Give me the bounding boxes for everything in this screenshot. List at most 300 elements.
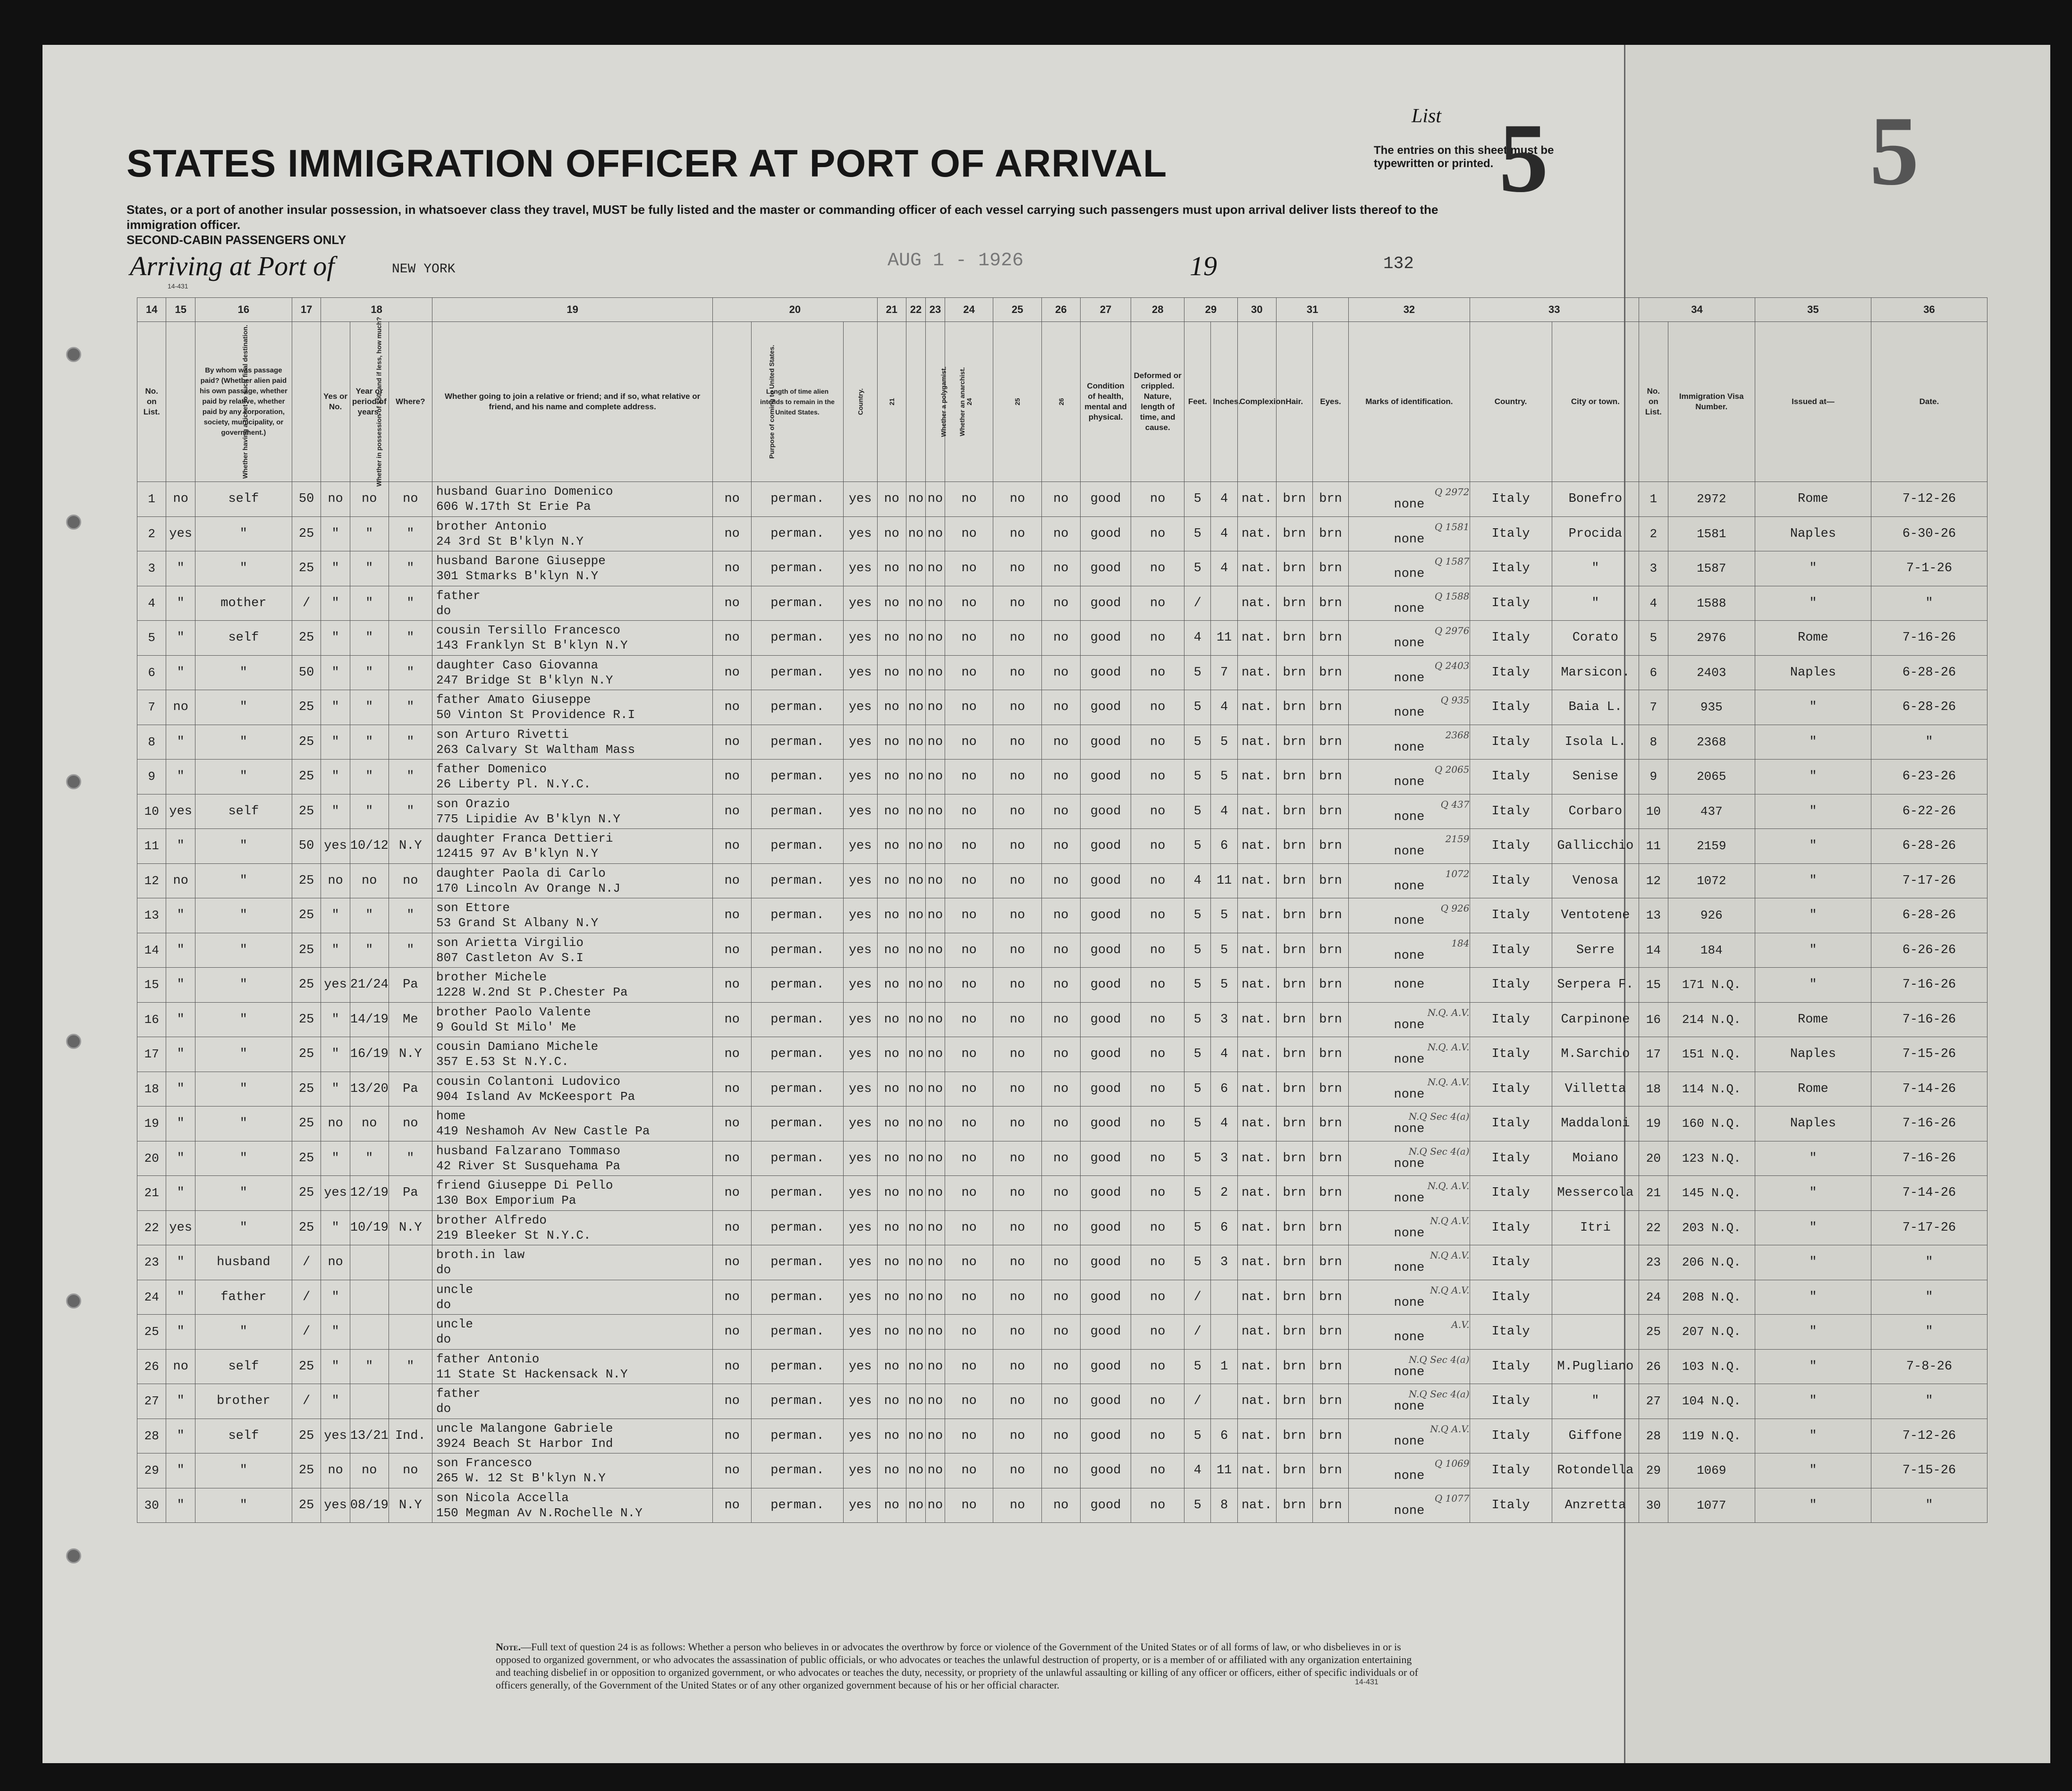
cell-paid: self	[195, 1419, 292, 1453]
cell-visa: 103 N.Q.	[1668, 1349, 1755, 1384]
cell-complexion: nat.	[1237, 1176, 1276, 1211]
cell-before-year: 12/19	[350, 1176, 389, 1211]
cell-before-where: Me	[389, 1002, 432, 1037]
cell-city: Anzretta	[1552, 1488, 1639, 1523]
quota-note: 2159	[1445, 833, 1470, 845]
cell-return: no	[713, 1141, 752, 1176]
cell-paid: "	[195, 1453, 292, 1488]
cell-citizen: yes	[843, 1245, 877, 1280]
cell-complexion: nat.	[1237, 1037, 1276, 1072]
cell-hair: brn	[1276, 1210, 1312, 1245]
cell-deported: no	[1041, 1210, 1080, 1245]
quota-note: Q 437	[1440, 798, 1470, 810]
relative-name: uncle Malangone Gabriele	[436, 1421, 613, 1436]
cell-deported: no	[1041, 690, 1080, 725]
cell-marks	[1349, 1037, 1470, 1072]
cell-no: 17	[137, 1037, 166, 1072]
col-num: 14	[137, 298, 166, 322]
cell-hair: brn	[1276, 1107, 1312, 1141]
cell-visa: 214 N.Q.	[1668, 1002, 1755, 1037]
relative-name: husband Guarino Domenico	[436, 484, 613, 499]
cell-visa: 151 N.Q.	[1668, 1037, 1755, 1072]
cell-labor: no	[993, 898, 1041, 933]
quota-note: N.Q A.V.	[1430, 1215, 1470, 1226]
cell-feet: 5	[1184, 482, 1211, 517]
cell-money: 25	[292, 1002, 321, 1037]
cell-visa: 2159	[1668, 829, 1755, 864]
cell-citizen: yes	[843, 1349, 877, 1384]
cell-prison: no	[877, 1210, 906, 1245]
relative-address: 775 Lipidie Av B'klyn N.Y	[436, 811, 621, 826]
relative-name: son Francesco	[436, 1456, 532, 1470]
cell-marks	[1349, 933, 1470, 968]
col-num: 19	[432, 298, 712, 322]
cell-ticket: "	[166, 1141, 195, 1176]
cell-polygamist: no	[906, 1280, 926, 1315]
cell-eyes: brn	[1312, 1453, 1349, 1488]
cell-feet: 5	[1184, 933, 1211, 968]
cell-no-2: 8	[1639, 725, 1668, 760]
cell-hair: brn	[1276, 933, 1312, 968]
cell-paid: "	[195, 1037, 292, 1072]
cell-deported: no	[1041, 1315, 1080, 1350]
cell-deported: no	[1041, 863, 1080, 898]
cell-return: no	[713, 1107, 752, 1141]
cell-no: 23	[137, 1245, 166, 1280]
cell-polygamist: no	[906, 1488, 926, 1523]
cell-feet: 5	[1184, 1488, 1211, 1523]
header-polygamist-text: Whether a polygamist.	[939, 366, 947, 437]
cell-visa: 926	[1668, 898, 1755, 933]
cell-polygamist: no	[906, 1037, 926, 1072]
cell-citizen: yes	[843, 1315, 877, 1350]
cell-deformed: no	[1131, 829, 1184, 864]
cell-deported: no	[1041, 1107, 1080, 1141]
cell-prison: no	[877, 760, 906, 794]
cell-no: 29	[137, 1453, 166, 1488]
table-row	[137, 1107, 1987, 1141]
cell-date: 6-22-26	[1871, 794, 1987, 829]
cell-paid: "	[195, 725, 292, 760]
cell-polygamist: no	[906, 1107, 926, 1141]
cell-city: M.Pugliano	[1552, 1349, 1639, 1384]
table-row	[137, 725, 1987, 760]
cell-issued: Naples	[1755, 516, 1871, 551]
cell-inches: 11	[1211, 863, 1237, 898]
marks-value: none	[1394, 1504, 1425, 1518]
relative-name: brother Michele	[436, 970, 547, 985]
cell-date: 7-15-26	[1871, 1037, 1987, 1072]
cell-anarchist: no	[925, 1453, 945, 1488]
cell-overthrow: no	[945, 1453, 993, 1488]
cell-city: Isola L.	[1552, 725, 1639, 760]
cell-inches: 5	[1211, 933, 1237, 968]
cell-relative	[432, 1349, 712, 1384]
cell-stay: perman.	[752, 1037, 844, 1072]
relative-name: daughter Paola di Carlo	[436, 866, 606, 880]
cell-eyes: brn	[1312, 760, 1349, 794]
cell-overthrow: no	[945, 898, 993, 933]
cell-prison: no	[877, 898, 906, 933]
cell-prison: no	[877, 1107, 906, 1141]
cell-labor: no	[993, 1488, 1041, 1523]
cell-country: Italy	[1470, 1210, 1552, 1245]
marks-value: none	[1394, 879, 1425, 894]
cell-ticket: "	[166, 1107, 195, 1141]
cell-deformed: no	[1131, 1315, 1184, 1350]
cell-paid: self	[195, 621, 292, 656]
cell-marks	[1349, 794, 1470, 829]
cell-marks	[1349, 829, 1470, 864]
cell-stay: perman.	[752, 1280, 844, 1315]
col-num: 27	[1080, 298, 1131, 322]
footnote	[496, 1640, 1421, 1691]
cell-money: 25	[292, 1107, 321, 1141]
cell-paid: "	[195, 760, 292, 794]
cell-date: 6-28-26	[1871, 655, 1987, 690]
cell-anarchist: no	[925, 586, 945, 621]
cell-ticket: "	[166, 1037, 195, 1072]
cell-deported: no	[1041, 1002, 1080, 1037]
cell-country: Italy	[1470, 725, 1552, 760]
cell-deformed: no	[1131, 1002, 1184, 1037]
quota-note: N.Q Sec 4(a)	[1408, 1111, 1470, 1123]
cell-ticket: "	[166, 1280, 195, 1315]
cell-issued: "	[1755, 1210, 1871, 1245]
cell-issued: "	[1755, 690, 1871, 725]
cell-before-where: Ind.	[389, 1419, 432, 1453]
cell-eyes: brn	[1312, 1107, 1349, 1141]
cell-complexion: nat.	[1237, 1002, 1276, 1037]
cell-no: 24	[137, 1280, 166, 1315]
cell-paid: "	[195, 933, 292, 968]
cell-ticket: "	[166, 1488, 195, 1523]
cell-paid: self	[195, 794, 292, 829]
cell-overthrow: no	[945, 1072, 993, 1107]
cell-paid: "	[195, 1141, 292, 1176]
cell-anarchist: no	[925, 1315, 945, 1350]
cell-ticket: "	[166, 933, 195, 968]
cell-ticket: "	[166, 1072, 195, 1107]
cell-labor: no	[993, 1037, 1041, 1072]
cell-citizen: yes	[843, 898, 877, 933]
cell-inches: 3	[1211, 1141, 1237, 1176]
cell-citizen: yes	[843, 1037, 877, 1072]
cell-citizen: yes	[843, 1488, 877, 1523]
cell-marks	[1349, 516, 1470, 551]
cell-no-2: 13	[1639, 898, 1668, 933]
cell-labor: no	[993, 968, 1041, 1003]
cell-no-2: 19	[1639, 1107, 1668, 1141]
cell-visa: 207 N.Q.	[1668, 1315, 1755, 1350]
cell-polygamist: no	[906, 586, 926, 621]
relative-address: 265 W. 12 St B'klyn N.Y	[436, 1471, 606, 1486]
relative-address: 24 3rd St B'klyn N.Y	[436, 534, 584, 549]
cell-stay: perman.	[752, 863, 844, 898]
table-row	[137, 1037, 1987, 1072]
cell-hair: brn	[1276, 1245, 1312, 1280]
cell-overthrow: no	[945, 1419, 993, 1453]
cell-ticket: yes	[166, 794, 195, 829]
cell-issued: "	[1755, 829, 1871, 864]
cell-citizen: yes	[843, 829, 877, 864]
cell-complexion: nat.	[1237, 1245, 1276, 1280]
cell-health: good	[1080, 760, 1131, 794]
cell-overthrow: no	[945, 1176, 993, 1211]
cell-country: Italy	[1470, 1072, 1552, 1107]
cell-complexion: nat.	[1237, 690, 1276, 725]
cell-before-where: "	[389, 621, 432, 656]
cell-date: 7-14-26	[1871, 1072, 1987, 1107]
cell-citizen: yes	[843, 1384, 877, 1419]
cell-hair: brn	[1276, 1002, 1312, 1037]
cell-before-year: no	[350, 482, 389, 517]
cell-inches: 3	[1211, 1245, 1237, 1280]
header-before-year: Year or period of years.	[350, 322, 389, 482]
cell-eyes: brn	[1312, 1419, 1349, 1453]
cell-health: good	[1080, 1315, 1131, 1350]
col-num: 28	[1131, 298, 1184, 322]
col-num: 22	[906, 298, 926, 322]
cell-date: 7-8-26	[1871, 1349, 1987, 1384]
header-labor	[993, 322, 1041, 482]
port-value: NEW YORK	[392, 262, 456, 277]
cell-feet: 5	[1184, 1176, 1211, 1211]
cell-stay: perman.	[752, 1245, 844, 1280]
cell-no-2: 20	[1639, 1141, 1668, 1176]
cell-feet: 5	[1184, 655, 1211, 690]
cell-before-year: no	[350, 1107, 389, 1141]
relative-name: cousin Damiano Michele	[436, 1039, 599, 1054]
cell-stay: perman.	[752, 933, 844, 968]
cell-hair: brn	[1276, 863, 1312, 898]
relative-name: husband Barone Giuseppe	[436, 554, 606, 568]
cell-prison: no	[877, 1419, 906, 1453]
cell-return: no	[713, 898, 752, 933]
cell-feet: 5	[1184, 690, 1211, 725]
relative-address: 130 Box Emporium Pa	[436, 1193, 576, 1208]
footer-form-code: 14-431	[1355, 1678, 1379, 1686]
cell-before-year	[350, 1384, 389, 1419]
cell-before-year: "	[350, 933, 389, 968]
relative-name: son Ettore	[436, 901, 510, 915]
cell-eyes: brn	[1312, 1002, 1349, 1037]
cell-marks	[1349, 898, 1470, 933]
cell-polygamist: no	[906, 1072, 926, 1107]
cell-overthrow: no	[945, 1349, 993, 1384]
cell-date: 7-14-26	[1871, 1176, 1987, 1211]
cell-anarchist: no	[925, 482, 945, 517]
cell-no-2: 2	[1639, 516, 1668, 551]
table-row	[137, 1002, 1987, 1037]
relative-name: daughter Caso Giovanna	[436, 658, 599, 672]
table-row	[137, 621, 1987, 656]
marks-value: none	[1394, 601, 1425, 616]
cell-money: 25	[292, 725, 321, 760]
cell-prison: no	[877, 968, 906, 1003]
header-visa-number: Immigration Visa Number.	[1668, 322, 1755, 482]
cell-return: no	[713, 1002, 752, 1037]
cell-no: 19	[137, 1107, 166, 1141]
cell-before-year	[350, 1315, 389, 1350]
relative-name: father	[436, 1386, 481, 1401]
cell-deformed: no	[1131, 516, 1184, 551]
binder-hole	[66, 1548, 81, 1563]
cell-eyes: brn	[1312, 794, 1349, 829]
cell-complexion: nat.	[1237, 1210, 1276, 1245]
relative-address: 1228 W.2nd St P.Chester Pa	[436, 985, 628, 1000]
relative-address: 807 Castleton Av S.I	[436, 950, 584, 965]
relative-name: friend Giuseppe Di Pello	[436, 1178, 613, 1193]
cell-relative	[432, 863, 712, 898]
cell-health: good	[1080, 1280, 1131, 1315]
cell-hair: brn	[1276, 760, 1312, 794]
cell-prison: no	[877, 863, 906, 898]
cell-deformed: no	[1131, 1141, 1184, 1176]
marks-value: none	[1394, 1330, 1425, 1345]
cell-relative	[432, 933, 712, 968]
cell-return: no	[713, 829, 752, 864]
header-marks: Marks of identification.	[1349, 322, 1470, 482]
cell-country: Italy	[1470, 655, 1552, 690]
cell-issued: "	[1755, 1453, 1871, 1488]
header-passenger-class: SECOND-CABIN PASSENGERS ONLY	[127, 233, 347, 247]
cell-visa: 1587	[1668, 551, 1755, 586]
cell-paid: "	[195, 1072, 292, 1107]
cell-overthrow: no	[945, 794, 993, 829]
form-code: 14-431	[168, 282, 188, 290]
cell-deported: no	[1041, 1384, 1080, 1419]
relative-address: 9 Gould St Milo' Me	[436, 1020, 576, 1034]
quota-note: Q 935	[1440, 694, 1470, 706]
cell-polygamist: no	[906, 1141, 926, 1176]
quota-note: Q 926	[1440, 903, 1470, 914]
cell-deported: no	[1041, 1072, 1080, 1107]
cell-marks	[1349, 760, 1470, 794]
cell-return: no	[713, 1210, 752, 1245]
cell-stay: perman.	[752, 1349, 844, 1384]
cell-return: no	[713, 586, 752, 621]
col-num: 24	[945, 298, 993, 322]
cell-before-year: "	[350, 1141, 389, 1176]
cell-marks	[1349, 1072, 1470, 1107]
cell-relative	[432, 1176, 712, 1211]
cell-hair: brn	[1276, 1488, 1312, 1523]
col-num: 20	[713, 298, 877, 322]
relative-address: 53 Grand St Albany N.Y	[436, 916, 599, 930]
cell-money: 25	[292, 898, 321, 933]
cell-inches: 1	[1211, 1349, 1237, 1384]
cell-date: "	[1871, 586, 1987, 621]
cell-before-where: Pa	[389, 1176, 432, 1211]
cell-before: "	[321, 933, 350, 968]
cell-marks	[1349, 690, 1470, 725]
cell-no-2: 18	[1639, 1072, 1668, 1107]
cell-before-year: "	[350, 655, 389, 690]
quota-note: N.Q. A.V.	[1427, 1076, 1470, 1088]
cell-paid: "	[195, 1210, 292, 1245]
cell-relative	[432, 1210, 712, 1245]
cell-return: no	[713, 968, 752, 1003]
cell-marks	[1349, 1488, 1470, 1523]
cell-polygamist: no	[906, 863, 926, 898]
cell-complexion: nat.	[1237, 829, 1276, 864]
cell-date: "	[1871, 1488, 1987, 1523]
cell-eyes: brn	[1312, 621, 1349, 656]
cell-money: 25	[292, 516, 321, 551]
cell-relative	[432, 1037, 712, 1072]
cell-date: 7-16-26	[1871, 1107, 1987, 1141]
cell-city: Baia L.	[1552, 690, 1639, 725]
table-row	[137, 655, 1987, 690]
cell-before-year: "	[350, 725, 389, 760]
marks-value: none	[1394, 775, 1425, 790]
cell-inches: 4	[1211, 516, 1237, 551]
marks-value: none	[1394, 1087, 1425, 1102]
cell-no: 21	[137, 1176, 166, 1211]
cell-country: Italy	[1470, 1245, 1552, 1280]
cell-before-where: no	[389, 1453, 432, 1488]
cell-citizen: yes	[843, 1107, 877, 1141]
cell-deported: no	[1041, 794, 1080, 829]
cell-health: good	[1080, 586, 1131, 621]
cell-no: 18	[137, 1072, 166, 1107]
cell-marks	[1349, 863, 1470, 898]
cell-feet: 5	[1184, 898, 1211, 933]
column-header-row	[137, 322, 1987, 482]
quota-note: Q 2976	[1434, 625, 1470, 637]
relative-address: 606 W.17th St Erie Pa	[436, 499, 591, 514]
cell-deported: no	[1041, 1349, 1080, 1384]
quota-note: N.Q. A.V.	[1427, 1041, 1470, 1053]
cell-overthrow: no	[945, 1245, 993, 1280]
cell-visa: 2976	[1668, 621, 1755, 656]
cell-no: 11	[137, 829, 166, 864]
cell-country: Italy	[1470, 1488, 1552, 1523]
cell-ticket: "	[166, 1453, 195, 1488]
cell-marks	[1349, 1280, 1470, 1315]
cell-before-where: "	[389, 586, 432, 621]
header-instructions-line: States, or a port of another insular possession, in whatsoever class they travel, MUST be fully listed and the master or commanding officer of each vessel carrying such passengers must upon arrival deliver lists thereof to the immigration officer.	[127, 203, 1438, 232]
table-row	[137, 1488, 1987, 1523]
cell-return: no	[713, 1072, 752, 1107]
cell-money: 50	[292, 829, 321, 864]
cell-marks	[1349, 655, 1470, 690]
cell-relative	[432, 1488, 712, 1523]
cell-city: Itri	[1552, 1210, 1639, 1245]
cell-polygamist: no	[906, 933, 926, 968]
cell-issued: "	[1755, 898, 1871, 933]
cell-labor: no	[993, 794, 1041, 829]
list-note: The entries on this sheet must be typewritten or printed.	[1374, 144, 1554, 170]
cell-hair: brn	[1276, 968, 1312, 1003]
cell-city: Maddaloni	[1552, 1107, 1639, 1141]
cell-before-where: "	[389, 760, 432, 794]
cell-return: no	[713, 760, 752, 794]
cell-relative	[432, 1315, 712, 1350]
cell-no: 20	[137, 1141, 166, 1176]
header-country: Country.	[1470, 322, 1552, 482]
cell-stay: perman.	[752, 516, 844, 551]
cell-issued: "	[1755, 1488, 1871, 1523]
cell-ticket: "	[166, 898, 195, 933]
cell-prison: no	[877, 621, 906, 656]
cell-stay: perman.	[752, 898, 844, 933]
quota-note: 2368	[1445, 729, 1470, 741]
cell-ticket: "	[166, 1419, 195, 1453]
relative-address: do	[436, 1297, 451, 1312]
relative-name: uncle	[436, 1282, 473, 1297]
